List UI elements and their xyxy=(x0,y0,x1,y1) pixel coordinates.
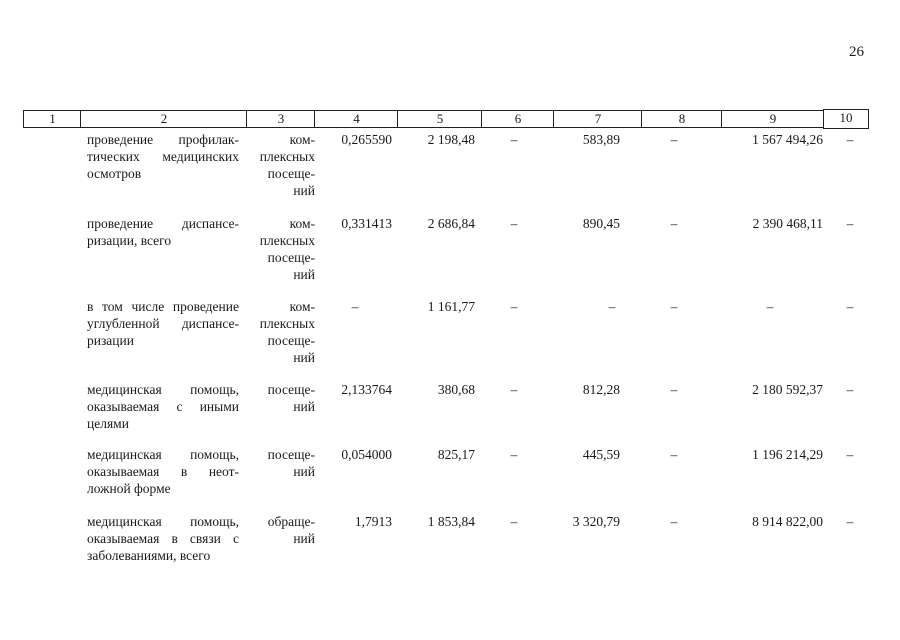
row-unit: обраще-ний xyxy=(267,514,315,546)
row-col7: 3 320,79 xyxy=(572,514,620,529)
row-col5: 2 198,48 xyxy=(427,132,475,147)
row-name: медицинская помощь, оказываемая в связи с заболеваниями, всего xyxy=(87,514,239,563)
header-col-9: 9 xyxy=(721,110,824,128)
row-col4: 1,7913 xyxy=(354,514,392,529)
row-col5: 1 853,84 xyxy=(427,514,475,529)
row-name: проведение профилак-тических медицинских осмотров xyxy=(87,132,239,181)
row-col10: – xyxy=(846,382,854,397)
header-col-8: 8 xyxy=(641,110,722,128)
row-col8: – xyxy=(670,514,678,529)
column-number-header xyxy=(23,110,853,128)
row-col4: – xyxy=(351,299,359,314)
row-col7: 890,45 xyxy=(582,216,620,231)
row-col6: – xyxy=(510,514,518,529)
header-col-5: 5 xyxy=(397,110,482,128)
row-name: медицинская помощь, оказываемая в неот-ложной форме xyxy=(87,447,239,496)
row-col5: 825,17 xyxy=(437,447,475,462)
row-col10: – xyxy=(846,447,854,462)
row-col5: 380,68 xyxy=(437,382,475,397)
row-col7: 583,89 xyxy=(582,132,620,147)
row-col9: 1 196 214,29 xyxy=(752,447,823,462)
row-col9: 2 390 468,11 xyxy=(752,216,823,231)
row-unit: посеще-ний xyxy=(267,447,315,479)
row-col4: 2,133764 xyxy=(341,382,392,397)
row-col6: – xyxy=(510,447,518,462)
row-col8: – xyxy=(670,132,678,147)
header-col-6: 6 xyxy=(481,110,554,128)
row-col8: – xyxy=(670,447,678,462)
row-col6: – xyxy=(510,132,518,147)
header-col-1: 1 xyxy=(23,110,81,128)
row-col4: 0,054000 xyxy=(341,447,392,462)
row-col7: 445,59 xyxy=(582,447,620,462)
header-col-10: 10 xyxy=(823,109,869,129)
row-col8: – xyxy=(670,299,678,314)
header-col-7: 7 xyxy=(553,110,642,128)
row-col5: 2 686,84 xyxy=(427,216,475,231)
row-col10: – xyxy=(846,514,854,529)
row-col7: – xyxy=(608,299,616,314)
header-col-4: 4 xyxy=(314,110,398,128)
header-col-2: 2 xyxy=(80,110,247,128)
row-col7: 812,28 xyxy=(582,382,620,397)
row-col10: – xyxy=(846,132,854,147)
row-col8: – xyxy=(670,216,678,231)
row-name: проведение диспансе-ризации, всего xyxy=(87,216,239,248)
row-col8: – xyxy=(670,382,678,397)
row-col9: – xyxy=(766,299,774,314)
row-name: в том числе проведение углубленной диспансе-ризации xyxy=(87,299,239,348)
row-unit: посеще-ний xyxy=(267,382,315,414)
row-unit: ком-плексных посеще-ний xyxy=(259,216,315,282)
row-col4: 0,331413 xyxy=(341,216,392,231)
header-col-3: 3 xyxy=(246,110,315,128)
row-unit: ком-плексных посеще-ний xyxy=(259,132,315,198)
row-unit: ком-плексных посеще-ний xyxy=(259,299,315,365)
row-col6: – xyxy=(510,299,518,314)
row-col9: 1 567 494,26 xyxy=(752,132,823,147)
page-number: 26 xyxy=(849,44,864,60)
row-col6: – xyxy=(510,216,518,231)
row-col4: 0,265590 xyxy=(341,132,392,147)
row-col5: 1 161,77 xyxy=(427,299,475,314)
row-col9: 2 180 592,37 xyxy=(752,382,823,397)
row-col6: – xyxy=(510,382,518,397)
row-col10: – xyxy=(846,299,854,314)
row-name: медицинская помощь, оказываемая с иными целями xyxy=(87,382,239,431)
row-col9: 8 914 822,00 xyxy=(752,514,823,529)
row-col10: – xyxy=(846,216,854,231)
